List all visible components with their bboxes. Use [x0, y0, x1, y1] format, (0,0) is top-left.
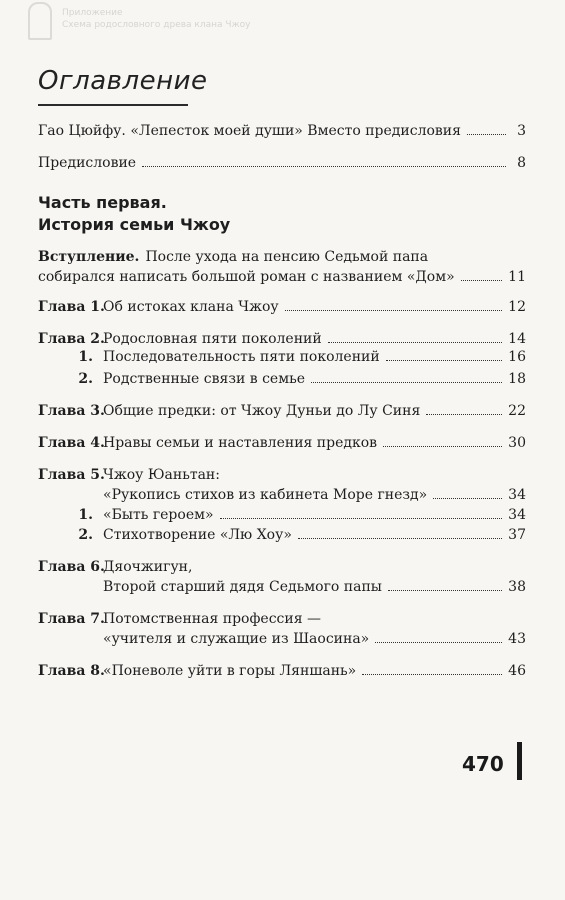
- toc-entry-chapter-2[interactable]: [38, 330, 526, 348]
- toc-entry-chapter-6[interactable]: [38, 558, 526, 576]
- ghost-header-line1: Приложение: [62, 8, 123, 18]
- toc-entry-chapter-5-sub-2[interactable]: [38, 526, 526, 544]
- entry-label: Глава 4.: [38, 435, 105, 451]
- toc-entry-chapter-5[interactable]: [38, 466, 526, 484]
- part-title-line2: История семьи Чжоу: [38, 215, 231, 234]
- leader-dots: [328, 342, 502, 343]
- entry-title: Гао Цюйфу. «Лепесток моей души» Вместо предисловия: [38, 123, 461, 139]
- entry-title: Родственные связи в семье: [103, 371, 305, 387]
- leader-dots: [467, 134, 506, 135]
- toc-entry-chapter-6-cont[interactable]: [38, 578, 526, 596]
- entry-title: Потомственная профессия —: [103, 611, 322, 627]
- toc-entry-chapter-2-sub-1[interactable]: [38, 348, 526, 366]
- entry-label: Глава 7.: [38, 611, 105, 627]
- part-title-line1: Часть первая.: [38, 193, 167, 212]
- toc-entry-foreword[interactable]: [38, 122, 526, 140]
- entry-title: Последовательность пяти поколений: [103, 349, 380, 365]
- ghost-logo-icon: [28, 2, 52, 40]
- entry-title: Стихотворение «Лю Хоу»: [103, 527, 292, 543]
- ghost-header-line2: Схема родословного древа клана Чжоу: [62, 20, 251, 30]
- entry-title: Второй старший дядя Седьмого папы: [103, 579, 382, 595]
- entry-label: 2.: [78, 371, 93, 387]
- entry-page: 11: [508, 269, 526, 285]
- entry-label: Глава 5.: [38, 467, 105, 483]
- leader-dots: [375, 642, 502, 643]
- entry-page: 37: [508, 527, 526, 543]
- leader-dots: [362, 674, 502, 675]
- entry-label: Глава 2.: [38, 331, 105, 347]
- title-underline: [38, 104, 188, 106]
- leader-dots: [383, 446, 502, 447]
- toc-entry-preface[interactable]: [38, 154, 526, 172]
- entry-title: Чжоу Юаньтан:: [103, 467, 220, 483]
- leader-dots: [386, 360, 502, 361]
- entry-title: Нравы семьи и наставления предков: [103, 435, 378, 451]
- entry-page: 16: [508, 349, 526, 365]
- leader-dots: [433, 498, 502, 499]
- entry-title: После ухода на пенсию Седьмой папа: [145, 249, 429, 265]
- entry-title: «учителя и служащие из Шаосина»: [103, 631, 370, 647]
- entry-label: Глава 1.: [38, 299, 105, 315]
- entry-label: 1.: [78, 349, 93, 365]
- toc-entry-chapter-4[interactable]: [38, 434, 526, 452]
- entry-title: «Быть героем»: [103, 507, 214, 523]
- leader-dots: [298, 538, 502, 539]
- leader-dots: [426, 414, 502, 415]
- toc-entry-intro-cont[interactable]: [38, 268, 526, 286]
- entry-title: «Поневоле уйти в горы Ляншань»: [103, 663, 357, 679]
- entry-page: 3: [517, 123, 526, 139]
- entry-page: 30: [508, 435, 526, 451]
- leader-dots: [388, 590, 502, 591]
- entry-page: 22: [508, 403, 526, 419]
- leader-dots: [311, 382, 502, 383]
- entry-title: Общие предки: от Чжоу Дуньи до Лу Синя: [103, 403, 421, 419]
- entry-page: 12: [508, 299, 526, 315]
- entry-page: 18: [508, 371, 526, 387]
- entry-page: 34: [508, 487, 526, 503]
- toc-entry-chapter-1[interactable]: [38, 298, 526, 316]
- leader-dots: [461, 280, 503, 281]
- entry-page: 34: [508, 507, 526, 523]
- entry-title: Родословная пяти поколений: [103, 331, 322, 347]
- entry-label: Глава 6.: [38, 559, 105, 575]
- toc-entry-chapter-7[interactable]: [38, 610, 526, 628]
- entry-title: Дяочжигун,: [103, 559, 193, 575]
- toc-entry-chapter-5-sub-1[interactable]: [38, 506, 526, 524]
- entry-page: 14: [508, 331, 526, 347]
- entry-title: Об истоках клана Чжоу: [103, 299, 279, 315]
- entry-page: 8: [517, 155, 526, 171]
- entry-page: 46: [508, 663, 526, 679]
- page-title: Оглавление: [38, 66, 208, 96]
- entry-label: Вступление.: [38, 249, 140, 265]
- toc-entry-chapter-7-cont[interactable]: [38, 630, 526, 648]
- entry-title: «Рукопись стихов из кабинета Море гнезд»: [103, 487, 428, 503]
- entry-label: 1.: [78, 507, 93, 523]
- leader-dots: [285, 310, 503, 311]
- toc-entry-intro[interactable]: [38, 248, 526, 266]
- page-number: 470: [462, 752, 504, 776]
- leader-dots: [220, 518, 503, 519]
- page-edge-bar: [517, 742, 522, 780]
- leader-dots: [142, 166, 506, 167]
- entry-page: 38: [508, 579, 526, 595]
- entry-label: Глава 8.: [38, 663, 105, 679]
- toc-entry-chapter-2-sub-2[interactable]: [38, 370, 526, 388]
- entry-label: Глава 3.: [38, 403, 105, 419]
- toc-entry-chapter-8[interactable]: [38, 662, 526, 680]
- entry-title: собирался написать большой роман с названием «Дом»: [38, 269, 455, 285]
- toc-entry-chapter-5-cont[interactable]: [38, 486, 526, 504]
- entry-label: 2.: [78, 527, 93, 543]
- toc-entry-chapter-3[interactable]: [38, 402, 526, 420]
- entry-page: 43: [508, 631, 526, 647]
- entry-title: Предисловие: [38, 155, 137, 171]
